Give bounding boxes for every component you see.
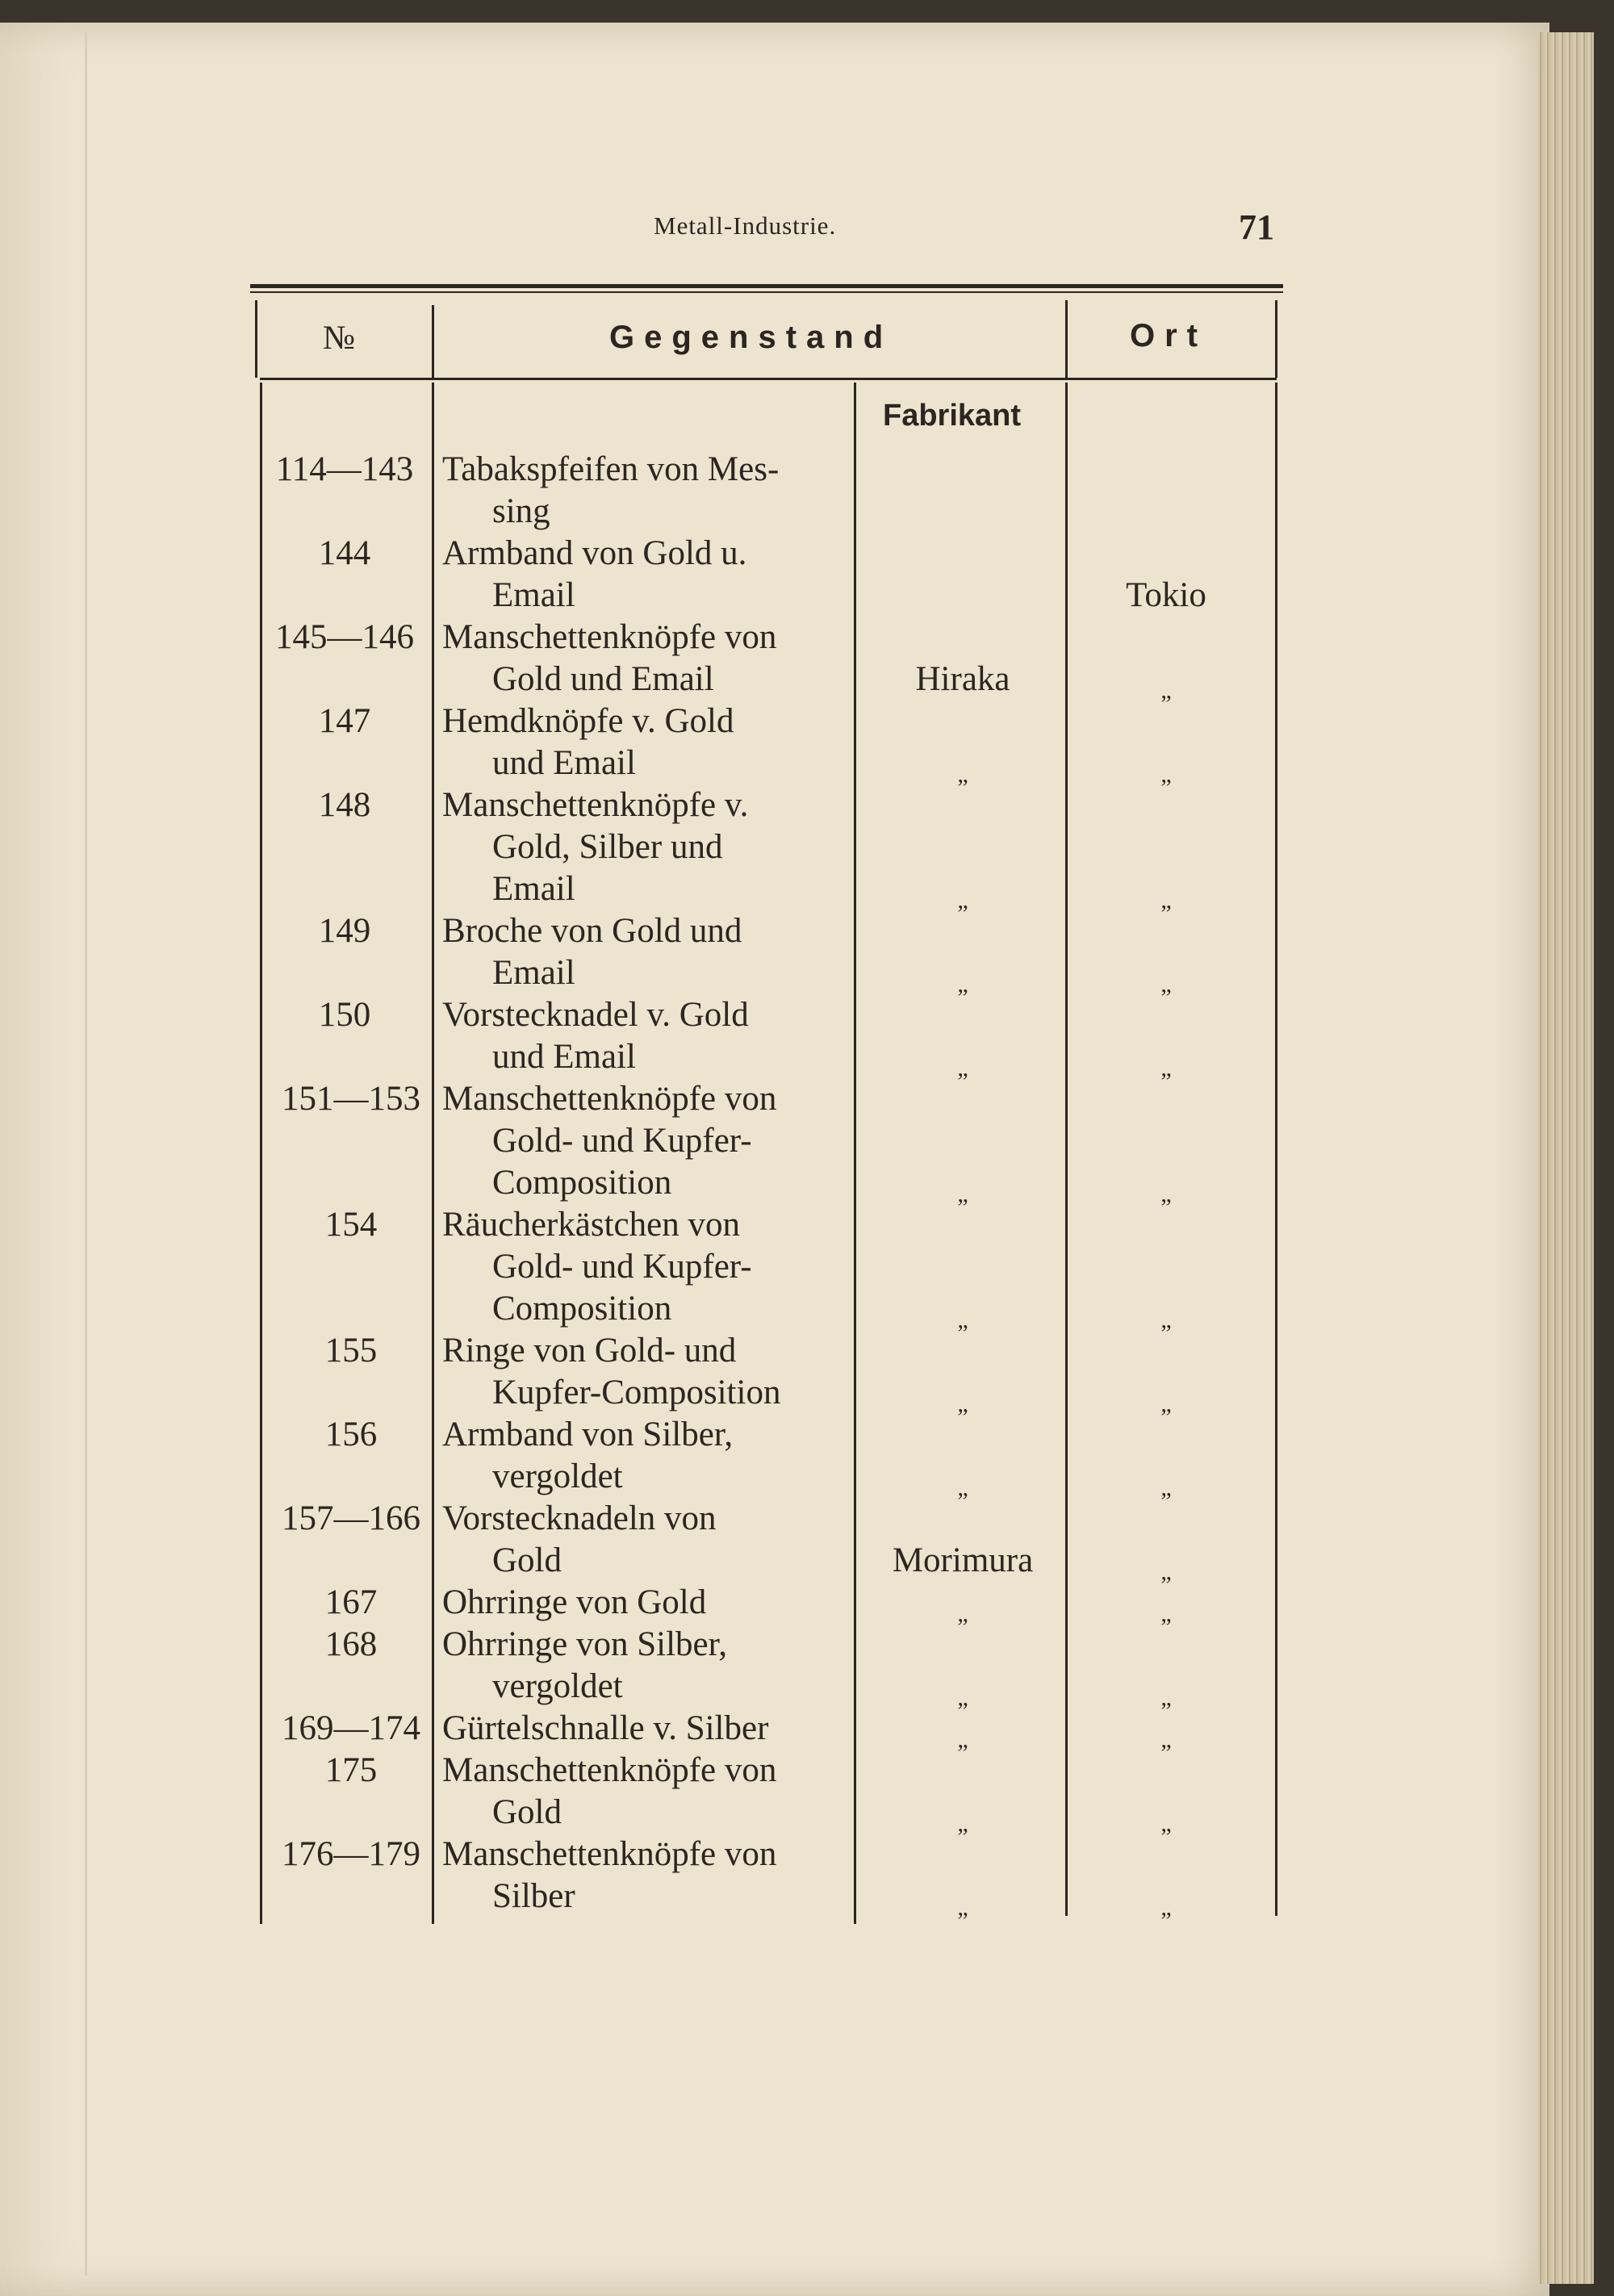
description-line: Armband von Silber, [442, 1416, 734, 1453]
row-description [442, 1414, 846, 1498]
row-number: 151—153 [282, 1080, 420, 1118]
header-bottom-rule [260, 378, 1277, 380]
row-number: 155 [324, 1332, 378, 1370]
row-fabrikant: „ [957, 1726, 968, 1753]
body-left-border [260, 383, 262, 1924]
row-ort: Tokio [1126, 576, 1206, 614]
header-no: № [323, 320, 356, 357]
description-line: Manschettenknöpfe von [442, 618, 777, 656]
description-line: Gold [492, 1541, 562, 1579]
description-line: sing [492, 492, 550, 530]
description-line: Räucherkästchen von [442, 1206, 740, 1244]
description-line: Tabakspfeifen von Mes- [442, 450, 780, 488]
description-line: Manschettenknöpfe von [442, 1080, 777, 1118]
row-number: 149 [318, 912, 371, 950]
description-line: Email [492, 576, 575, 614]
row-number: 114—143 [275, 450, 414, 488]
row-ort: „ [1160, 1600, 1172, 1627]
row-fabrikant: „ [957, 761, 968, 788]
description-line: Vorstecknadeln von [442, 1499, 717, 1537]
row-number: 145—146 [275, 618, 414, 656]
description-line: Email [492, 954, 575, 992]
row-description [442, 1078, 846, 1204]
row-ort: „ [1160, 761, 1172, 788]
row-ort: „ [1160, 1558, 1172, 1585]
description-line: Hemdknöpfe v. Gold [442, 702, 734, 740]
row-number: 169—174 [282, 1709, 420, 1747]
row-number: 154 [324, 1206, 378, 1244]
row-number: 157—166 [282, 1499, 420, 1537]
header-ort: Ort [1130, 318, 1207, 353]
row-number: 175 [324, 1751, 378, 1789]
top-rule-thick [250, 284, 1283, 288]
description-line: Gold und Email [492, 660, 714, 698]
row-ort: „ [1160, 1894, 1172, 1921]
running-head-title: Metall-Industrie. [654, 211, 837, 240]
body-separator-no [432, 383, 434, 1924]
row-number: 168 [324, 1625, 378, 1663]
row-fabrikant: „ [957, 1474, 968, 1501]
row-fabrikant: Morimura [892, 1541, 1034, 1579]
description-line: Ohrringe von Silber, [442, 1625, 727, 1663]
row-number: 144 [318, 534, 371, 572]
row-fabrikant: „ [957, 1684, 968, 1711]
description-line: Composition [492, 1290, 672, 1328]
row-number: 167 [324, 1583, 378, 1621]
row-fabrikant: „ [957, 1894, 968, 1921]
row-number: 176—179 [282, 1835, 420, 1873]
row-fabrikant: Hiraka [915, 660, 1010, 698]
row-description [442, 784, 846, 910]
row-fabrikant: „ [957, 1600, 968, 1627]
row-fabrikant: „ [957, 887, 968, 914]
row-ort: „ [1160, 1181, 1172, 1207]
row-description [442, 1204, 846, 1330]
row-ort: „ [1160, 1391, 1172, 1417]
row-ort: „ [1160, 1810, 1172, 1837]
description-line: Gold- und Kupfer- [492, 1248, 752, 1286]
description-line: Vorstecknadel v. Gold [442, 996, 749, 1034]
row-fabrikant: „ [957, 971, 968, 997]
description-line: Manschettenknöpfe von [442, 1751, 777, 1789]
row-number: 156 [324, 1416, 378, 1453]
header-right-border [1275, 300, 1277, 378]
row-ort: „ [1160, 1474, 1172, 1501]
description-line: Gürtelschnalle v. Silber [442, 1709, 769, 1747]
description-line: Manschettenknöpfe v. [442, 786, 749, 824]
row-ort: „ [1160, 1684, 1172, 1711]
header-separator-2 [1065, 300, 1068, 378]
row-description [442, 1624, 846, 1708]
row-description [442, 1498, 846, 1582]
row-description [442, 701, 846, 784]
row-fabrikant: „ [957, 1810, 968, 1837]
row-description [442, 1834, 846, 1918]
row-ort: „ [1160, 1726, 1172, 1753]
description-line: Ohrringe von Gold [442, 1583, 707, 1621]
row-description [442, 1708, 846, 1750]
header-separator-1 [432, 305, 434, 378]
description-line: Composition [492, 1164, 672, 1202]
description-line: Silber [492, 1877, 575, 1915]
description-line: vergoldet [492, 1457, 623, 1495]
description-line: und Email [492, 1038, 636, 1076]
header-gegenstand: Gegenstand [609, 320, 893, 355]
header-left-border [255, 300, 257, 378]
body-right-border [1275, 383, 1277, 1916]
row-ort: „ [1160, 971, 1172, 997]
row-fabrikant: „ [957, 1307, 968, 1333]
row-description [442, 1750, 846, 1834]
description-line: Gold- und Kupfer- [492, 1122, 752, 1160]
row-description [442, 1582, 846, 1624]
top-rule-thin [250, 291, 1283, 293]
row-description [442, 1330, 846, 1414]
row-description [442, 533, 846, 617]
description-line: vergoldet [492, 1667, 623, 1705]
row-ort: „ [1160, 1307, 1172, 1333]
page-edges [1537, 32, 1594, 2284]
row-ort: „ [1160, 1055, 1172, 1081]
description-line: und Email [492, 744, 636, 782]
row-number: 148 [318, 786, 371, 824]
gutter-line [85, 32, 87, 2276]
row-fabrikant: „ [957, 1181, 968, 1207]
description-line: Gold [492, 1793, 562, 1831]
row-description [442, 994, 846, 1078]
row-fabrikant: „ [957, 1391, 968, 1417]
header-fabrikant: Fabrikant [883, 399, 1022, 433]
description-line: Email [492, 870, 575, 908]
description-line: Broche von Gold und [442, 912, 742, 950]
row-ort: „ [1160, 887, 1172, 914]
row-description [442, 449, 846, 533]
row-number: 150 [318, 996, 371, 1034]
description-line: Kupfer-Composition [492, 1374, 781, 1411]
row-number: 147 [318, 702, 371, 740]
page-number: 71 [1239, 207, 1274, 247]
description-line: Armband von Gold u. [442, 534, 747, 572]
description-line: Ringe von Gold- und [442, 1332, 737, 1370]
row-description [442, 617, 846, 701]
row-description [442, 910, 846, 994]
row-fabrikant: „ [957, 1055, 968, 1081]
description-line: Manschettenknöpfe von [442, 1835, 777, 1873]
description-line: Gold, Silber und [492, 828, 723, 866]
row-ort: „ [1160, 677, 1172, 704]
